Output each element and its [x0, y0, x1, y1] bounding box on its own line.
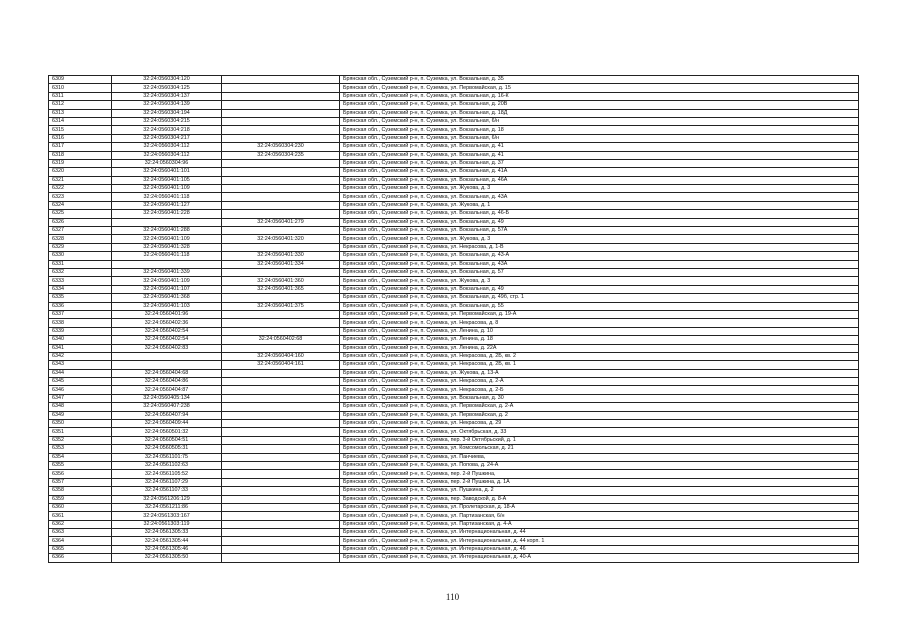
linked-cadastral-number-cell	[222, 159, 340, 167]
row-number-cell: 6337	[49, 310, 112, 318]
cadastral-number-cell: 32:24:0561211:86	[112, 503, 222, 511]
linked-cadastral-number-cell: 32:24:0560401:360	[222, 277, 340, 285]
linked-cadastral-number-cell: 32:24:0560401:279	[222, 218, 340, 226]
row-number-cell: 6344	[49, 369, 112, 377]
table-row	[49, 487, 859, 495]
table-row	[49, 84, 859, 92]
linked-cadastral-number-cell	[222, 453, 340, 461]
address-cell: Брянская обл., Суземский р-н, п. Суземка, ул. Некрасова, д. 2Б, кв. 1	[340, 361, 859, 369]
address-cell: Брянская обл., Суземский р-н, п. Суземка, ул. Вокзальная, д. 43А	[340, 260, 859, 268]
linked-cadastral-number-cell	[222, 168, 340, 176]
cadastral-number-cell	[112, 218, 222, 226]
table-row	[49, 369, 859, 377]
linked-cadastral-number-cell: 32:24:0560401:375	[222, 302, 340, 310]
row-number-cell: 6334	[49, 285, 112, 293]
linked-cadastral-number-cell	[222, 109, 340, 117]
address-cell: Брянская обл., Суземский р-н, п. Суземка, ул. Вокзальная, д. 49б, стр. 1	[340, 294, 859, 302]
table-row	[49, 76, 859, 84]
table-row	[49, 126, 859, 134]
cadastral-number-cell	[112, 260, 222, 268]
row-number-cell: 6317	[49, 143, 112, 151]
row-number-cell: 6365	[49, 545, 112, 553]
table-row	[49, 117, 859, 125]
table-row	[49, 386, 859, 394]
table-row	[49, 168, 859, 176]
cadastral-number-cell: 32:24:0560401:109	[112, 277, 222, 285]
address-cell: Брянская обл., Суземский р-н, п. Суземка, ул. Вокзальная, д. 57	[340, 268, 859, 276]
row-number-cell: 6309	[49, 76, 112, 84]
linked-cadastral-number-cell	[222, 461, 340, 469]
linked-cadastral-number-cell	[222, 512, 340, 520]
linked-cadastral-number-cell	[222, 428, 340, 436]
table-row	[49, 143, 859, 151]
row-number-cell: 6348	[49, 403, 112, 411]
cadastral-number-cell: 32:24:0561303:167	[112, 512, 222, 520]
table-row	[49, 352, 859, 360]
cadastral-number-cell: 32:24:0560304:217	[112, 134, 222, 142]
table-row	[49, 436, 859, 444]
linked-cadastral-number-cell	[222, 126, 340, 134]
cadastral-number-cell: 32:24:0560401:105	[112, 176, 222, 184]
linked-cadastral-number-cell	[222, 403, 340, 411]
table-row	[49, 252, 859, 260]
address-cell: Брянская обл., Суземский р-н, п. Суземка, ул. Некрасова, д. 2-А	[340, 378, 859, 386]
cadastral-number-cell: 32:24:0560304:120	[112, 76, 222, 84]
table-row	[49, 470, 859, 478]
cadastral-number-cell: 32:24:0560304:137	[112, 92, 222, 100]
cadastral-number-cell: 32:24:0560401:368	[112, 294, 222, 302]
address-cell: Брянская обл., Суземский р-н, п. Суземка, ул. Октябрьская, д. 33	[340, 428, 859, 436]
cadastral-number-cell: 32:24:0560401:103	[112, 302, 222, 310]
linked-cadastral-number-cell	[222, 294, 340, 302]
address-cell: Брянская обл., Суземский р-н, п. Суземка, ул. Жукова, д. 3	[340, 185, 859, 193]
cadastral-number-cell: 32:24:0560404:68	[112, 369, 222, 377]
row-number-cell: 6343	[49, 361, 112, 369]
cadastral-number-cell: 32:24:0560401:339	[112, 268, 222, 276]
row-number-cell: 6325	[49, 210, 112, 218]
table-row	[49, 420, 859, 428]
address-cell: Брянская обл., Суземский р-н, п. Суземка, ул. Пушкина, д. 2	[340, 487, 859, 495]
table-row	[49, 268, 859, 276]
cadastral-number-cell: 32:24:0560402:54	[112, 336, 222, 344]
linked-cadastral-number-cell	[222, 394, 340, 402]
linked-cadastral-number-cell: 32:24:0560304:230	[222, 143, 340, 151]
address-cell: Брянская обл., Суземский р-н, п. Суземка, ул. Вокзальная, д. 41	[340, 151, 859, 159]
cadastral-number-cell: 32:24:0560401:127	[112, 201, 222, 209]
linked-cadastral-number-cell	[222, 537, 340, 545]
cadastral-number-cell: 32:24:0560401:101	[112, 168, 222, 176]
address-cell: Брянская обл., Суземский р-н, п. Суземка, ул. Первомайская, д. 19-А	[340, 310, 859, 318]
row-number-cell: 6330	[49, 252, 112, 260]
cadastral-number-cell: 32:24:0560401:228	[112, 210, 222, 218]
address-cell: Брянская обл., Суземский р-н, п. Суземка, пер. 3-й Октябрьский, д. 1	[340, 436, 859, 444]
row-number-cell: 6339	[49, 327, 112, 335]
address-cell: Брянская обл., Суземский р-н, п. Суземка, ул. Вокзальная, д. 20В	[340, 101, 859, 109]
page-number: 110	[445, 592, 460, 602]
linked-cadastral-number-cell: 32:24:0560401:334	[222, 260, 340, 268]
row-number-cell: 6356	[49, 470, 112, 478]
cadastral-number-cell: 32:24:0560402:83	[112, 344, 222, 352]
address-cell: Брянская обл., Суземский р-н, п. Суземка, ул. Вокзальная, д. 43-А	[340, 252, 859, 260]
cadastral-number-cell: 32:24:0560505:31	[112, 445, 222, 453]
row-number-cell: 6366	[49, 554, 112, 562]
table-row	[49, 310, 859, 318]
address-cell: Брянская обл., Суземский р-н, п. Суземка, ул. Жукова, д. 1	[340, 201, 859, 209]
cadastral-number-cell: 32:24:0560405:134	[112, 394, 222, 402]
address-cell: Брянская обл., Суземский р-н, п. Суземка, ул. Некрасова, д. 8	[340, 319, 859, 327]
row-number-cell: 6362	[49, 520, 112, 528]
row-number-cell: 6318	[49, 151, 112, 159]
address-cell: Брянская обл., Суземский р-н, п. Суземка, ул. Первомайская, д. 2	[340, 411, 859, 419]
cadastral-number-cell: 32:24:0561105:52	[112, 470, 222, 478]
table-row	[49, 529, 859, 537]
table-row	[49, 101, 859, 109]
address-cell: Брянская обл., Суземский р-н, п. Суземка, пер. Заводской, д. 8-А	[340, 495, 859, 503]
table-row	[49, 453, 859, 461]
address-cell: Брянская обл., Суземский р-н, п. Суземка, ул. Пролетарская, д. 18-А	[340, 503, 859, 511]
cadastral-number-cell: 32:24:0561107:29	[112, 478, 222, 486]
address-cell: Брянская обл., Суземский р-н, п. Суземка, ул. Вокзальная, д. 41	[340, 143, 859, 151]
linked-cadastral-number-cell: 32:24:0560404:161	[222, 361, 340, 369]
table-row	[49, 520, 859, 528]
row-number-cell: 6314	[49, 117, 112, 125]
linked-cadastral-number-cell	[222, 76, 340, 84]
address-cell: Брянская обл., Суземский р-н, п. Суземка, ул. Некрасова, д. 2-Б	[340, 386, 859, 394]
address-cell: Брянская обл., Суземский р-н, п. Суземка, ул. Партизанская, д. 4-А	[340, 520, 859, 528]
address-cell: Брянская обл., Суземский р-н, п. Суземка, ул. Жукова, д. 13-А	[340, 369, 859, 377]
table-row	[49, 151, 859, 159]
address-cell: Брянская обл., Суземский р-н, п. Суземка, ул. Первомайская, д. 2-А	[340, 403, 859, 411]
linked-cadastral-number-cell	[222, 134, 340, 142]
cadastral-number-cell: 32:24:0560407:94	[112, 411, 222, 419]
linked-cadastral-number-cell	[222, 369, 340, 377]
address-cell: Брянская обл., Суземский р-н, п. Суземка, ул. Интернациональная, д. 40-А	[340, 554, 859, 562]
table-row	[49, 159, 859, 167]
row-number-cell: 6351	[49, 428, 112, 436]
table-row	[49, 201, 859, 209]
address-cell: Брянская обл., Суземский р-н, п. Суземка, ул. Вокзальная, д. 18Д	[340, 109, 859, 117]
linked-cadastral-number-cell	[222, 310, 340, 318]
table-row	[49, 134, 859, 142]
table-row	[49, 411, 859, 419]
row-number-cell: 6358	[49, 487, 112, 495]
address-cell: Брянская обл., Суземский р-н, п. Суземка, пер. 2-й Пушкина,	[340, 470, 859, 478]
row-number-cell: 6319	[49, 159, 112, 167]
row-number-cell: 6350	[49, 420, 112, 428]
table-row	[49, 185, 859, 193]
row-number-cell: 6320	[49, 168, 112, 176]
address-cell: Брянская обл., Суземский р-н, п. Суземка, ул. Ленина, д. 18	[340, 336, 859, 344]
table-row	[49, 327, 859, 335]
row-number-cell: 6361	[49, 512, 112, 520]
cadastral-number-cell: 32:24:0560401:109	[112, 235, 222, 243]
address-cell: Брянская обл., Суземский р-н, п. Суземка, ул. Вокзальная, д. 57А	[340, 227, 859, 235]
cadastral-number-cell: 32:24:0560409:44	[112, 420, 222, 428]
address-cell: Брянская обл., Суземский р-н, п. Суземка, ул. Некрасова, д. 29	[340, 420, 859, 428]
linked-cadastral-number-cell: 32:24:0560401:320	[222, 235, 340, 243]
address-cell: Брянская обл., Суземский р-н, п. Суземка, ул. Интернациональная, д. 46	[340, 545, 859, 553]
cadastral-number-cell: 32:24:0561305:44	[112, 537, 222, 545]
registry-table-container	[48, 75, 858, 563]
address-cell: Брянская обл., Суземский р-н, п. Суземка, ул. Вокзальная, д. 16-К	[340, 92, 859, 100]
linked-cadastral-number-cell	[222, 529, 340, 537]
address-cell: Брянская обл., Суземский р-н, п. Суземка, ул. Интернациональная, д. 44	[340, 529, 859, 537]
linked-cadastral-number-cell	[222, 268, 340, 276]
table-row	[49, 403, 859, 411]
table-row	[49, 361, 859, 369]
linked-cadastral-number-cell	[222, 378, 340, 386]
table-row	[49, 210, 859, 218]
address-cell: Брянская обл., Суземский р-н, п. Суземка, ул. Жукова, д. 3	[340, 277, 859, 285]
linked-cadastral-number-cell: 32:24:0560401:330	[222, 252, 340, 260]
linked-cadastral-number-cell: 32:24:0560402:68	[222, 336, 340, 344]
linked-cadastral-number-cell	[222, 445, 340, 453]
table-row	[49, 176, 859, 184]
row-number-cell: 6335	[49, 294, 112, 302]
cadastral-number-cell: 32:24:0560304:218	[112, 126, 222, 134]
linked-cadastral-number-cell	[222, 545, 340, 553]
linked-cadastral-number-cell	[222, 176, 340, 184]
address-cell: Брянская обл., Суземский р-н, п. Суземка, ул. Комсомольская, д. 21	[340, 445, 859, 453]
address-cell: Брянская обл., Суземский р-н, п. Суземка, ул. Вокзальная, 6/н	[340, 117, 859, 125]
row-number-cell: 6336	[49, 302, 112, 310]
cadastral-number-cell: 32:24:0560304:194	[112, 109, 222, 117]
row-number-cell: 6355	[49, 461, 112, 469]
linked-cadastral-number-cell	[222, 344, 340, 352]
row-number-cell: 6349	[49, 411, 112, 419]
address-cell: Брянская обл., Суземский р-н, п. Суземка, ул. Некрасова, д. 2Б, кв. 2	[340, 352, 859, 360]
table-row	[49, 260, 859, 268]
cadastral-number-cell: 32:24:0561206:129	[112, 495, 222, 503]
cadastral-number-cell: 32:24:0560401:109	[112, 185, 222, 193]
address-cell: Брянская обл., Суземский р-н, п. Суземка, ул. Вокзальная, д. 43А	[340, 193, 859, 201]
table-row	[49, 277, 859, 285]
address-cell: Брянская обл., Суземский р-н, п. Суземка, ул. Вокзальная, д. 49	[340, 285, 859, 293]
linked-cadastral-number-cell	[222, 193, 340, 201]
row-number-cell: 6357	[49, 478, 112, 486]
linked-cadastral-number-cell: 32:24:0560304:235	[222, 151, 340, 159]
linked-cadastral-number-cell	[222, 210, 340, 218]
table-row	[49, 294, 859, 302]
row-number-cell: 6342	[49, 352, 112, 360]
row-number-cell: 6321	[49, 176, 112, 184]
linked-cadastral-number-cell	[222, 495, 340, 503]
row-number-cell: 6360	[49, 503, 112, 511]
row-number-cell: 6332	[49, 268, 112, 276]
address-cell: Брянская обл., Суземский р-н, п. Суземка, ул. Панчиева,	[340, 453, 859, 461]
row-number-cell: 6363	[49, 529, 112, 537]
address-cell: Брянская обл., Суземский р-н, п. Суземка, ул. Вокзальная, д. 18	[340, 126, 859, 134]
cadastral-number-cell: 32:24:0560304:96	[112, 159, 222, 167]
linked-cadastral-number-cell	[222, 520, 340, 528]
linked-cadastral-number-cell: 32:24:0560401:365	[222, 285, 340, 293]
row-number-cell: 6324	[49, 201, 112, 209]
row-number-cell: 6316	[49, 134, 112, 142]
table-row	[49, 537, 859, 545]
cadastral-number-cell: 32:24:0560304:125	[112, 84, 222, 92]
row-number-cell: 6315	[49, 126, 112, 134]
linked-cadastral-number-cell	[222, 201, 340, 209]
address-cell: Брянская обл., Суземский р-н, п. Суземка, ул. Вокзальная, д. 55	[340, 302, 859, 310]
row-number-cell: 6352	[49, 436, 112, 444]
row-number-cell: 6359	[49, 495, 112, 503]
address-cell: Брянская обл., Суземский р-н, п. Суземка, ул. Вокзальная, д. 46-Б	[340, 210, 859, 218]
table-row	[49, 461, 859, 469]
table-row	[49, 394, 859, 402]
row-number-cell: 6338	[49, 319, 112, 327]
row-number-cell: 6345	[49, 378, 112, 386]
cadastral-number-cell: 32:24:0560304:215	[112, 117, 222, 125]
cadastral-number-cell: 32:24:0561305:50	[112, 554, 222, 562]
table-row	[49, 495, 859, 503]
address-cell: Брянская обл., Суземский р-н, п. Суземка, ул. Вокзальная, д. 30	[340, 394, 859, 402]
address-cell: Брянская обл., Суземский р-н, п. Суземка, ул. Ленина, д. 10	[340, 327, 859, 335]
address-cell: Брянская обл., Суземский р-н, п. Суземка, ул. Вокзальная, д. 41А	[340, 168, 859, 176]
cadastral-number-cell: 32:24:0561102:63	[112, 461, 222, 469]
cadastral-number-cell: 32:24:0560304:112	[112, 151, 222, 159]
table-row	[49, 319, 859, 327]
table-row	[49, 193, 859, 201]
row-number-cell: 6353	[49, 445, 112, 453]
row-number-cell: 6327	[49, 227, 112, 235]
row-number-cell: 6322	[49, 185, 112, 193]
cadastral-number-cell: 32:24:0560501:32	[112, 428, 222, 436]
cadastral-number-cell: 32:24:0560401:118	[112, 193, 222, 201]
row-number-cell: 6323	[49, 193, 112, 201]
linked-cadastral-number-cell: 32:24:0560404:160	[222, 352, 340, 360]
linked-cadastral-number-cell	[222, 386, 340, 394]
linked-cadastral-number-cell	[222, 84, 340, 92]
table-row	[49, 545, 859, 553]
table-row	[49, 344, 859, 352]
linked-cadastral-number-cell	[222, 227, 340, 235]
table-row	[49, 109, 859, 117]
address-cell: Брянская обл., Суземский р-н, п. Суземка, ул. Партизанская, 6/н	[340, 512, 859, 520]
row-number-cell: 6347	[49, 394, 112, 402]
linked-cadastral-number-cell	[222, 420, 340, 428]
cadastral-number-cell: 32:24:0561303:119	[112, 520, 222, 528]
address-cell: Брянская обл., Суземский р-н, п. Суземка, ул. Вокзальная, д. 35	[340, 76, 859, 84]
linked-cadastral-number-cell	[222, 487, 340, 495]
registry-table	[48, 75, 859, 563]
table-row	[49, 554, 859, 562]
cadastral-number-cell: 32:24:0561305:46	[112, 545, 222, 553]
row-number-cell: 6340	[49, 336, 112, 344]
address-cell: Брянская обл., Суземский р-н, п. Суземка, пер. 2-й Пушкина, д. 1А	[340, 478, 859, 486]
address-cell: Брянская обл., Суземский р-н, п. Суземка, ул. Вокзальная, д. 49	[340, 218, 859, 226]
registry-table-body	[49, 76, 859, 563]
table-row	[49, 235, 859, 243]
linked-cadastral-number-cell	[222, 185, 340, 193]
linked-cadastral-number-cell	[222, 470, 340, 478]
address-cell: Брянская обл., Суземский р-н, п. Суземка, ул. Некрасова, д. 1-В	[340, 243, 859, 251]
table-row	[49, 445, 859, 453]
cadastral-number-cell: 32:24:0560304:139	[112, 101, 222, 109]
linked-cadastral-number-cell	[222, 411, 340, 419]
row-number-cell: 6333	[49, 277, 112, 285]
linked-cadastral-number-cell	[222, 436, 340, 444]
row-number-cell: 6331	[49, 260, 112, 268]
cadastral-number-cell: 32:24:0560504:51	[112, 436, 222, 444]
table-row	[49, 512, 859, 520]
row-number-cell: 6310	[49, 84, 112, 92]
table-row	[49, 478, 859, 486]
table-row	[49, 503, 859, 511]
row-number-cell: 6312	[49, 101, 112, 109]
row-number-cell: 6354	[49, 453, 112, 461]
linked-cadastral-number-cell	[222, 503, 340, 511]
cadastral-number-cell: 32:24:0560404:87	[112, 386, 222, 394]
address-cell: Брянская обл., Суземский р-н, п. Суземка, ул. Ленина, д. 22А	[340, 344, 859, 352]
cadastral-number-cell: 32:24:0560402:54	[112, 327, 222, 335]
address-cell: Брянская обл., Суземский р-н, п. Суземка, ул. Вокзальная, 6/н	[340, 134, 859, 142]
address-cell: Брянская обл., Суземский р-н, п. Суземка, ул. Жукова, д. 3	[340, 235, 859, 243]
cadastral-number-cell: 32:24:0560407:238	[112, 403, 222, 411]
table-row	[49, 336, 859, 344]
table-row	[49, 227, 859, 235]
cadastral-number-cell: 32:24:0560404:86	[112, 378, 222, 386]
linked-cadastral-number-cell	[222, 327, 340, 335]
row-number-cell: 6341	[49, 344, 112, 352]
linked-cadastral-number-cell	[222, 319, 340, 327]
cadastral-number-cell: 32:24:0561101:75	[112, 453, 222, 461]
cadastral-number-cell: 32:24:0560401:107	[112, 285, 222, 293]
row-number-cell: 6329	[49, 243, 112, 251]
cadastral-number-cell: 32:24:0560401:288	[112, 227, 222, 235]
address-cell: Брянская обл., Суземский р-н, п. Суземка, ул. Вокзальная, д. 46А	[340, 176, 859, 184]
address-cell: Брянская обл., Суземский р-н, п. Суземка, ул. Вокзальная, д. 37	[340, 159, 859, 167]
cadastral-number-cell	[112, 352, 222, 360]
cadastral-number-cell: 32:24:0560401:96	[112, 310, 222, 318]
cadastral-number-cell: 32:24:0560401:328	[112, 243, 222, 251]
linked-cadastral-number-cell	[222, 554, 340, 562]
cadastral-number-cell: 32:24:0560402:36	[112, 319, 222, 327]
linked-cadastral-number-cell	[222, 92, 340, 100]
address-cell: Брянская обл., Суземский р-н, п. Суземка, ул. Первомайская, д. 15	[340, 84, 859, 92]
table-row	[49, 302, 859, 310]
table-row	[49, 218, 859, 226]
address-cell: Брянская обл., Суземский р-н, п. Суземка, ул. Попова, д. 24-А	[340, 461, 859, 469]
cadastral-number-cell: 32:24:0560401:118	[112, 252, 222, 260]
linked-cadastral-number-cell	[222, 243, 340, 251]
row-number-cell: 6326	[49, 218, 112, 226]
linked-cadastral-number-cell	[222, 101, 340, 109]
table-row	[49, 92, 859, 100]
row-number-cell: 6364	[49, 537, 112, 545]
linked-cadastral-number-cell	[222, 478, 340, 486]
table-row	[49, 243, 859, 251]
row-number-cell: 6328	[49, 235, 112, 243]
table-row	[49, 428, 859, 436]
address-cell: Брянская обл., Суземский р-н, п. Суземка, ул. Интернациональная, д. 44 корп. 1	[340, 537, 859, 545]
row-number-cell: 6311	[49, 92, 112, 100]
linked-cadastral-number-cell	[222, 117, 340, 125]
cadastral-number-cell	[112, 361, 222, 369]
table-row	[49, 285, 859, 293]
cadastral-number-cell: 32:24:0561107:33	[112, 487, 222, 495]
cadastral-number-cell: 32:24:0561305:33	[112, 529, 222, 537]
table-row	[49, 378, 859, 386]
row-number-cell: 6313	[49, 109, 112, 117]
cadastral-number-cell: 32:24:0560304:112	[112, 143, 222, 151]
row-number-cell: 6346	[49, 386, 112, 394]
